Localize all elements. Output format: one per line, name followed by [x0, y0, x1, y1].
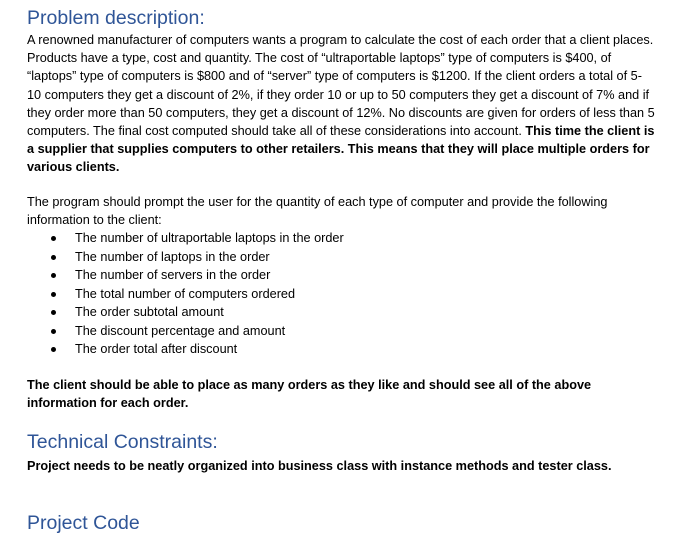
- multiple-orders-paragraph: [27, 376, 657, 412]
- list-item-text: The order total after discount: [75, 342, 238, 356]
- list-item-text: The discount percentage and amount: [75, 323, 286, 338]
- bullet-icon: [51, 292, 56, 297]
- list-item: [27, 229, 344, 248]
- problem-description-text: A renowned manufacturer of computers wants a program to calculate the cost of each order that a client places. Products have a type, cost and quantity. The cost of “ultraportable laptops” type of computers is $400, of “laptops” type of computers is $800 and of “server” type of computers is $1200. If the client orders a total of 5- 10 computers they get a discount of 2%, if they order 10 or up to 50 computers they get a discount of 7% and if they order more than 50 computers, they get a discount of 12%. No discounts are given for orders of less than 5 computers. The final cost computed should take all of these considerations into account.: [27, 33, 655, 139]
- problem-description-heading: Problem description:: [27, 7, 205, 29]
- list-item: [27, 340, 344, 359]
- list-item-text: The number of laptops in the order: [75, 249, 270, 264]
- project-code-heading: Project Code: [27, 512, 140, 534]
- required-info-list: [27, 229, 344, 359]
- bullet-icon: [51, 255, 56, 260]
- list-item: [27, 248, 344, 267]
- technical-constraints-heading: Technical Constraints:: [27, 431, 218, 453]
- technical-constraints-text: Project needs to be neatly organized into business class with instance methods and tester class.: [27, 459, 612, 473]
- problem-description-paragraph: [27, 31, 657, 177]
- list-item: [27, 303, 344, 322]
- bullet-icon: [51, 236, 56, 241]
- multiple-orders-text: The client should be able to place as many orders as they like and should see all of the above information for each order.: [27, 378, 592, 411]
- list-item: [27, 322, 344, 341]
- bullet-icon: [51, 329, 56, 334]
- list-item-text: The total number of computers ordered: [75, 286, 296, 301]
- prompt-instructions-paragraph: The program should prompt the user for the quantity of each type of computer and provide the following information to the client:: [27, 195, 608, 228]
- list-item-text: The order subtotal amount: [75, 305, 224, 319]
- list-item-text: The number of ultraportable laptops in the order: [75, 231, 344, 245]
- bullet-icon: [51, 273, 56, 278]
- bullet-icon: [51, 347, 56, 352]
- list-item: [27, 285, 344, 304]
- list-item: [27, 266, 344, 285]
- technical-constraints-paragraph: [27, 457, 657, 475]
- problem-description-bold-text: This time the client is a supplier that supplies computers to other retailers. This means that they will place multiple orders for various clients.: [27, 124, 655, 175]
- bullet-icon: [51, 310, 56, 315]
- list-item-text: The number of servers in the order: [75, 268, 271, 282]
